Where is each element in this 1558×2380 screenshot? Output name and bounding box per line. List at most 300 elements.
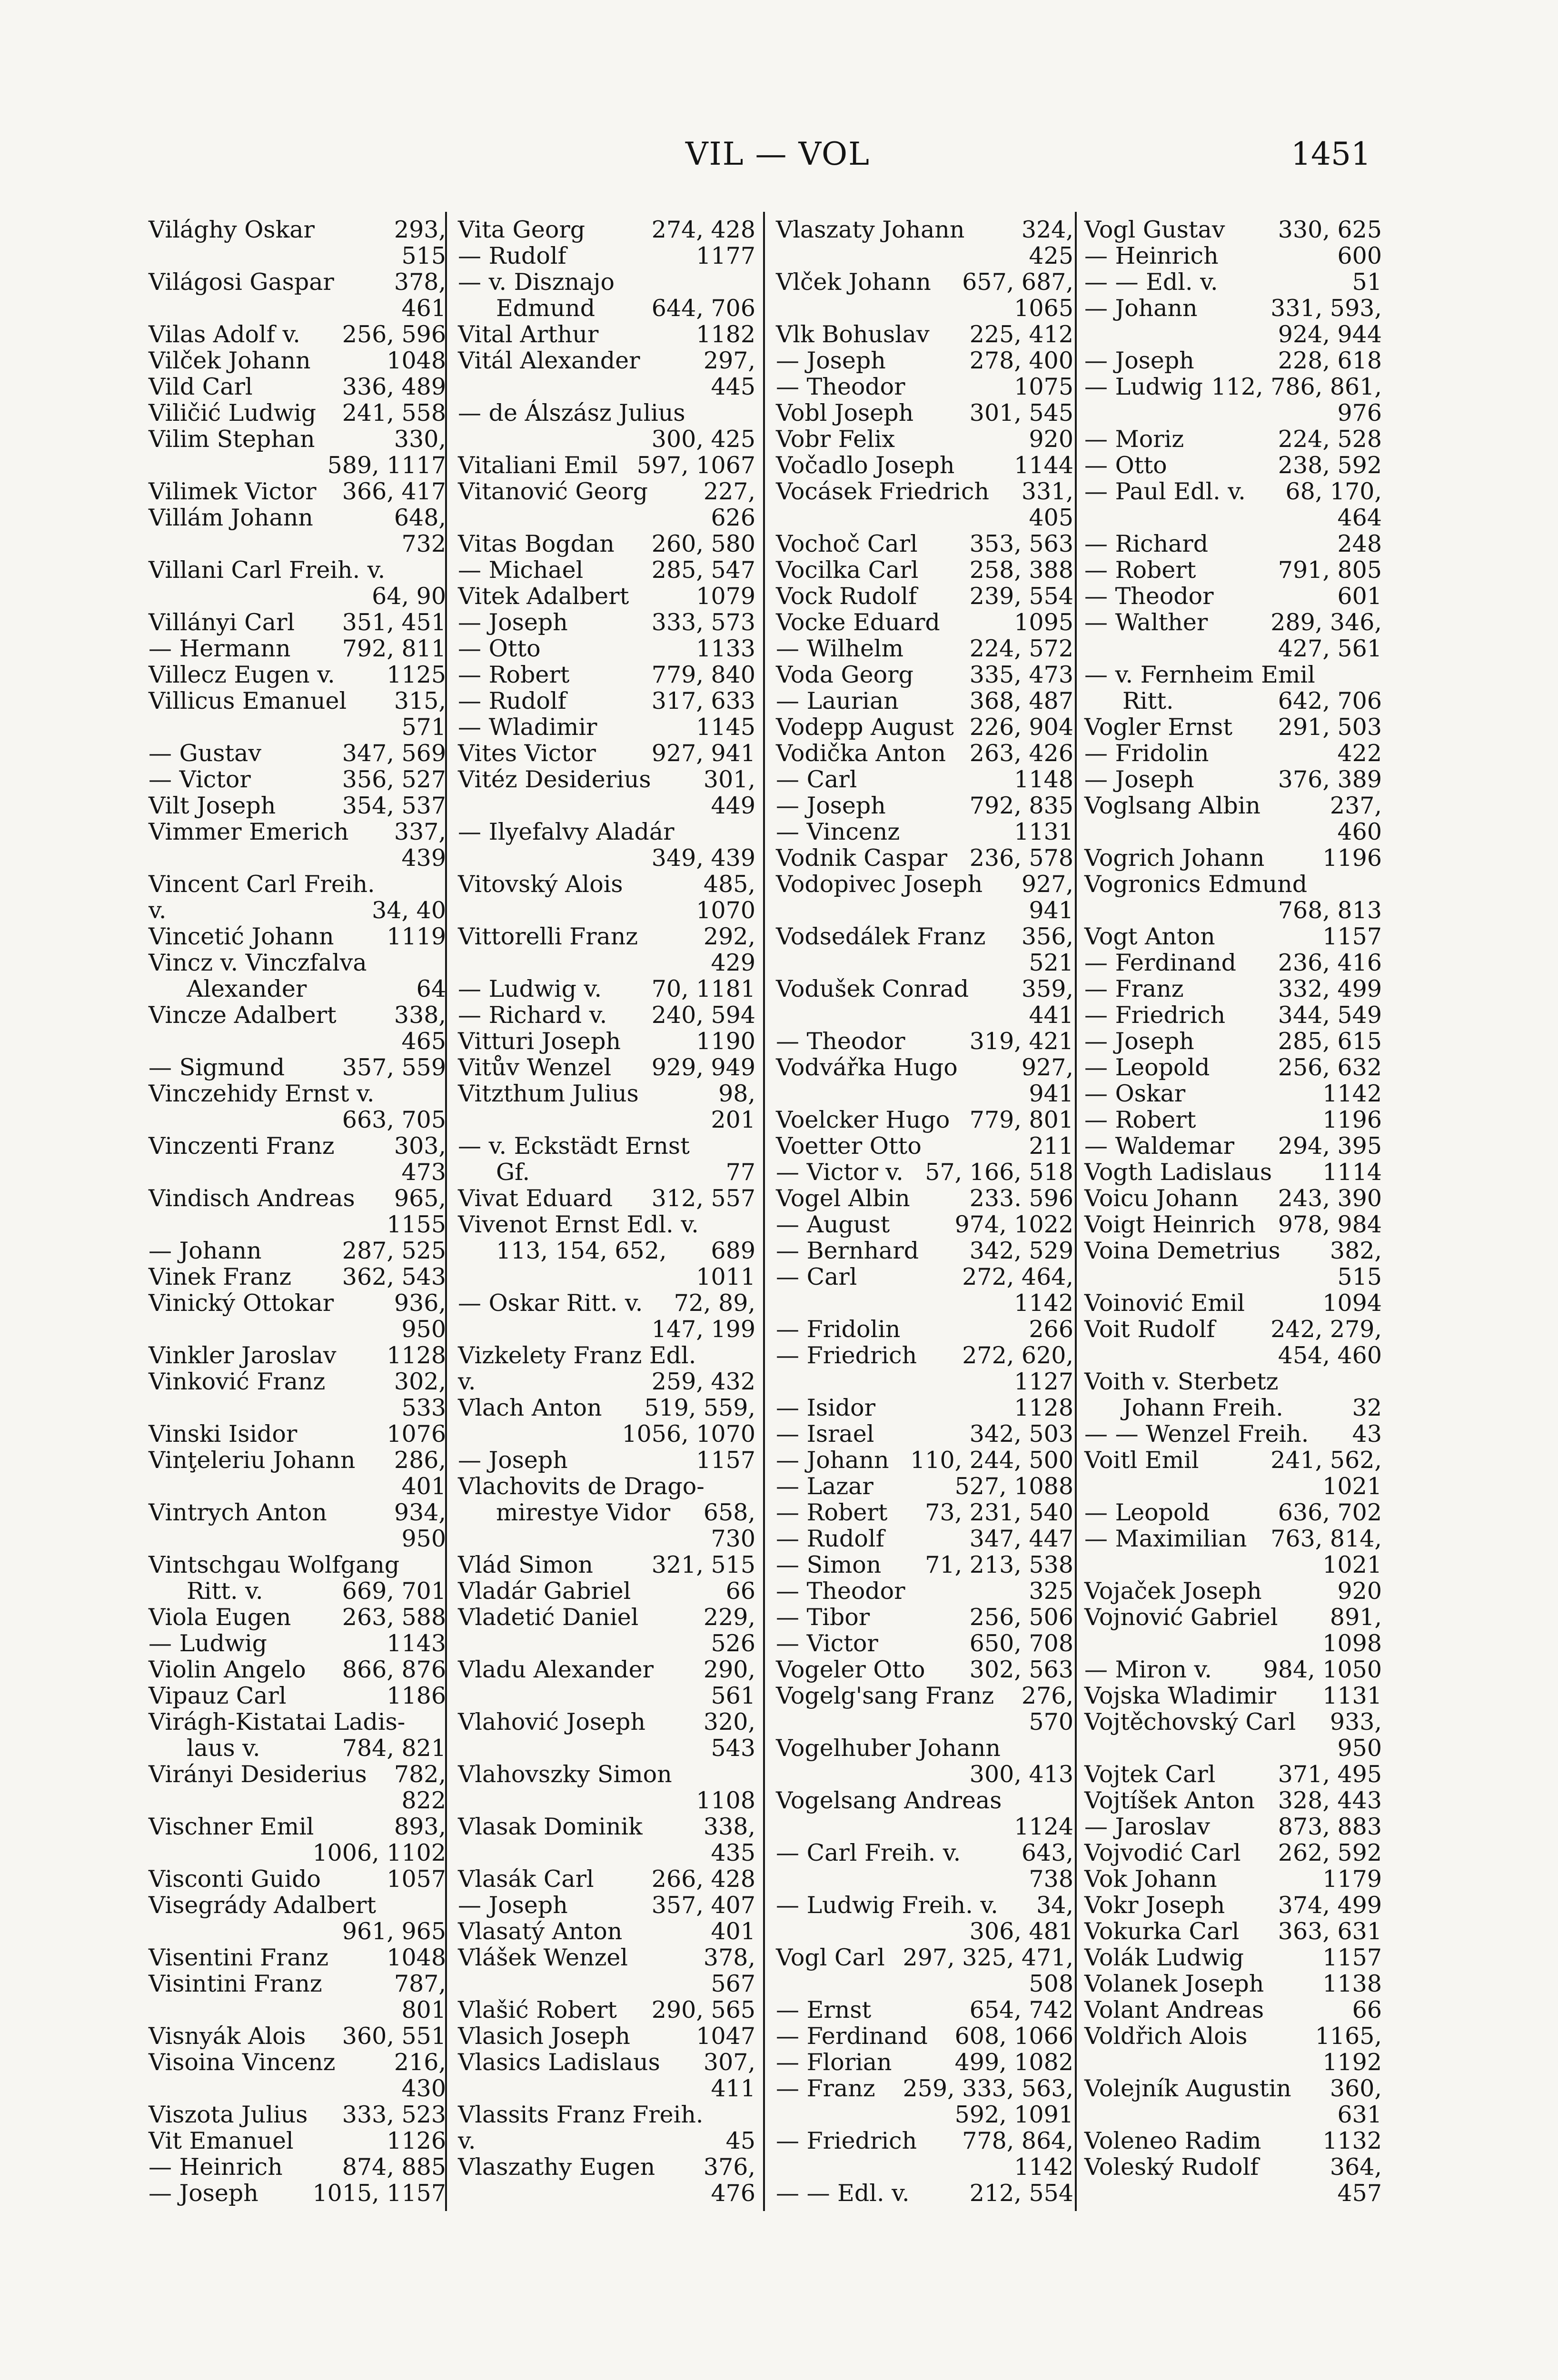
index-column-1 bbox=[149, 217, 446, 2206]
entry-name: Vojska Wladimir bbox=[1084, 1682, 1277, 1709]
entry-pages: 927, bbox=[1021, 1054, 1073, 1081]
index-entry bbox=[458, 1997, 755, 2023]
entry-name: Vincetić Johann bbox=[149, 923, 334, 950]
index-entry bbox=[776, 1761, 1073, 1787]
index-entry bbox=[458, 2049, 755, 2075]
index-entry bbox=[776, 1552, 1073, 1578]
entry-pages: 521 bbox=[1029, 949, 1073, 976]
entry-name: Vlahovszky Simon bbox=[458, 1761, 672, 1788]
entry-name: — Wilhelm bbox=[776, 635, 904, 662]
entry-name: — Otto bbox=[1084, 452, 1167, 479]
entry-name: — Oskar Ritt. v. bbox=[458, 1289, 643, 1317]
entry-pages: 286, bbox=[394, 1447, 446, 1474]
entry-pages: 567 bbox=[711, 1970, 755, 1997]
index-entry bbox=[1084, 1421, 1382, 1447]
entry-pages: 260, 580 bbox=[651, 530, 755, 557]
entry-pages: 792, 811 bbox=[342, 635, 446, 662]
entry-pages: 333, 523 bbox=[342, 2101, 446, 2128]
entry-pages: 561 bbox=[711, 1682, 755, 1709]
entry-pages: 301, 545 bbox=[969, 399, 1073, 426]
entry-name: Voith v. Sterbetz bbox=[1084, 1368, 1279, 1395]
index-entry bbox=[458, 478, 755, 505]
entry-name: Vitas Bogdan bbox=[458, 530, 615, 557]
entry-pages: 229, bbox=[703, 1604, 755, 1631]
entry-pages: 1142 bbox=[1014, 2153, 1073, 2181]
entry-pages: 241, 562, bbox=[1270, 1447, 1382, 1474]
entry-name: — — Wenzel Freih. bbox=[1084, 1420, 1309, 1448]
index-entry bbox=[1084, 400, 1382, 426]
entry-pages: 626 bbox=[711, 504, 755, 531]
entry-name: Vogler Ernst bbox=[1084, 714, 1233, 741]
entry-name: Vilimek Victor bbox=[149, 478, 317, 505]
index-entry bbox=[1084, 2128, 1382, 2154]
index-entry bbox=[776, 1342, 1073, 1368]
index-entry bbox=[1084, 1578, 1382, 1604]
index-entry bbox=[776, 531, 1073, 557]
entry-name: — v. Eckstädt Ernst bbox=[458, 1132, 690, 1160]
entry-pages: 608, 1066 bbox=[954, 2023, 1073, 2050]
entry-name: Vinczenti Franz bbox=[149, 1132, 335, 1160]
index-entry bbox=[776, 1316, 1073, 1342]
entry-name: Villecz Eugen v. bbox=[149, 661, 335, 688]
index-column-3 bbox=[776, 217, 1073, 2206]
entry-name: Vlasich Joseph bbox=[458, 2023, 630, 2050]
index-entry bbox=[1084, 845, 1382, 871]
index-entry bbox=[149, 269, 446, 295]
entry-name: — Leopold bbox=[1084, 1054, 1210, 1081]
entry-pages: 240, 594 bbox=[651, 1002, 755, 1029]
entry-pages: 950 bbox=[401, 1316, 446, 1343]
entry-pages: 300, 413 bbox=[969, 1761, 1073, 1788]
entry-pages: 98, bbox=[718, 1080, 755, 1107]
index-entry bbox=[458, 1526, 755, 1552]
entry-pages: 429 bbox=[711, 949, 755, 976]
entry-pages: 527, 1088 bbox=[954, 1473, 1073, 1500]
index-entry bbox=[149, 478, 446, 505]
index-entry bbox=[149, 1656, 446, 1683]
index-entry bbox=[458, 1238, 755, 1264]
index-entry bbox=[458, 2180, 755, 2206]
entry-name: — Walther bbox=[1084, 609, 1208, 636]
index-entry bbox=[458, 845, 755, 871]
index-entry bbox=[149, 766, 446, 793]
index-entry bbox=[776, 1107, 1073, 1133]
entry-pages: 1048 bbox=[387, 1944, 446, 1971]
index-entry bbox=[458, 819, 755, 845]
index-entry bbox=[458, 505, 755, 531]
entry-pages: 272, 620, bbox=[962, 1342, 1073, 1369]
index-entry bbox=[776, 1081, 1073, 1107]
entry-name: Vogeler Otto bbox=[776, 1656, 925, 1683]
entry-pages: 1142 bbox=[1014, 1289, 1073, 1317]
index-entry bbox=[1084, 976, 1382, 1002]
entry-name: — Sigmund bbox=[149, 1054, 285, 1081]
index-entry bbox=[776, 1866, 1073, 1892]
entry-name: Voina Demetrius bbox=[1084, 1237, 1280, 1264]
entry-name: Vindisch Andreas bbox=[149, 1185, 355, 1212]
entry-name: Vital Arthur bbox=[458, 321, 599, 348]
entry-name: Vocásek Friedrich bbox=[776, 478, 990, 505]
entry-pages: 430 bbox=[401, 2075, 446, 2102]
index-entry bbox=[149, 793, 446, 819]
entry-name: — Johann bbox=[1084, 295, 1198, 322]
entry-pages: 51 bbox=[1352, 268, 1382, 296]
entry-pages: 515 bbox=[401, 242, 446, 269]
entry-name: — Waldemar bbox=[1084, 1132, 1235, 1160]
entry-name: Vlassits Franz Freih. bbox=[458, 2101, 704, 2128]
index-entry bbox=[1084, 452, 1382, 478]
index-entry bbox=[458, 635, 755, 662]
entry-pages: 112, 786, 861, bbox=[1211, 373, 1382, 400]
entry-pages: 1155 bbox=[387, 1211, 446, 1238]
entry-pages: 1128 bbox=[387, 1342, 446, 1369]
entry-name: — Heinrich bbox=[1084, 242, 1219, 269]
index-entry bbox=[458, 2023, 755, 2049]
entry-pages: 920 bbox=[1029, 426, 1073, 453]
index-entry bbox=[458, 1290, 755, 1316]
entry-pages: 368, 487 bbox=[969, 687, 1073, 714]
index-entry bbox=[149, 1368, 446, 1395]
entry-name: Vit Emanuel bbox=[149, 2127, 294, 2154]
entry-name: — August bbox=[776, 1211, 890, 1238]
entry-name: Vilček Johann bbox=[149, 347, 311, 374]
index-entry bbox=[776, 1028, 1073, 1054]
entry-pages: 347, 569 bbox=[342, 740, 446, 767]
index-entry bbox=[458, 1499, 755, 1526]
entry-name: Voelcker Hugo bbox=[776, 1106, 950, 1133]
entry-pages: 1190 bbox=[696, 1028, 755, 1055]
entry-pages: 297, bbox=[703, 347, 755, 374]
column-rule bbox=[763, 212, 765, 2211]
index-entry bbox=[776, 217, 1073, 243]
entry-name: Vodepp August bbox=[776, 714, 954, 741]
index-entry bbox=[149, 1892, 446, 1918]
entry-pages: 1021 bbox=[1322, 1473, 1382, 1500]
entry-name: — Joseph bbox=[149, 2180, 258, 2207]
index-entry bbox=[458, 1159, 755, 1185]
index-entry bbox=[149, 1709, 446, 1735]
entry-name: Vinický Ottokar bbox=[149, 1289, 334, 1317]
entry-pages: 801 bbox=[401, 1996, 446, 2023]
index-entry bbox=[1084, 1499, 1382, 1526]
index-entry bbox=[776, 871, 1073, 897]
index-entry bbox=[149, 1552, 446, 1578]
index-entry bbox=[149, 1238, 446, 1264]
entry-name: Vogronics Edmund bbox=[1084, 871, 1308, 898]
entry-name: Vinek Franz bbox=[149, 1263, 292, 1290]
entry-pages: 465 bbox=[401, 1028, 446, 1055]
index-entry bbox=[458, 1002, 755, 1028]
entry-pages: 360, bbox=[1330, 2075, 1382, 2102]
index-entry bbox=[458, 950, 755, 976]
entry-name: Vitanović Georg bbox=[458, 478, 648, 505]
entry-name: Vodopivec Joseph bbox=[776, 871, 983, 898]
index-entry bbox=[458, 557, 755, 583]
entry-name: — Theodor bbox=[1084, 583, 1214, 610]
entry-name: Vogl Gustav bbox=[1084, 216, 1225, 243]
entry-name: Visconti Guido bbox=[149, 1865, 321, 1893]
index-entry bbox=[1084, 374, 1382, 400]
entry-pages: 787, bbox=[394, 1970, 446, 1997]
index-entry bbox=[1084, 1735, 1382, 1761]
entry-name: Voglsang Albin bbox=[1084, 792, 1260, 819]
entry-name: — Heinrich bbox=[149, 2153, 283, 2181]
index-entry bbox=[149, 400, 446, 426]
entry-pages: 259, 432 bbox=[651, 1368, 755, 1395]
entry-pages: 449 bbox=[711, 792, 755, 819]
entry-pages: 366, 417 bbox=[342, 478, 446, 505]
index-entry bbox=[1084, 1866, 1382, 1892]
entry-pages: 324, bbox=[1021, 216, 1073, 243]
entry-pages: 287, 525 bbox=[342, 1237, 446, 1264]
index-entry bbox=[458, 766, 755, 793]
entry-name: Vlasatý Anton bbox=[458, 1918, 623, 1945]
entry-name: — Fridolin bbox=[1084, 740, 1209, 767]
index-entry bbox=[776, 1395, 1073, 1421]
entry-pages: 382, bbox=[1330, 1237, 1382, 1264]
entry-pages: 263, 588 bbox=[342, 1604, 446, 1631]
index-entry bbox=[149, 1683, 446, 1709]
entry-pages: 425 bbox=[1029, 242, 1073, 269]
entry-name: — Robert bbox=[1084, 556, 1196, 584]
index-entry bbox=[149, 1473, 446, 1499]
index-entry bbox=[149, 897, 446, 923]
index-entry bbox=[776, 819, 1073, 845]
index-entry bbox=[776, 662, 1073, 688]
entry-pages: 689 bbox=[711, 1237, 755, 1264]
index-entry bbox=[776, 1944, 1073, 1971]
entry-name: — Theodor bbox=[776, 1028, 905, 1055]
entry-pages: 1047 bbox=[696, 2023, 755, 2050]
index-entry bbox=[1084, 1107, 1382, 1133]
index-entry bbox=[149, 1735, 446, 1761]
entry-pages: 644, 706 bbox=[651, 295, 755, 322]
index-entry bbox=[776, 452, 1073, 478]
entry-pages: 241, 558 bbox=[342, 399, 446, 426]
index-entry bbox=[458, 2128, 755, 2154]
entry-name: — Oskar bbox=[1084, 1080, 1186, 1107]
index-entry bbox=[776, 1735, 1073, 1761]
index-entry bbox=[149, 1316, 446, 1342]
entry-pages: 792, 835 bbox=[969, 792, 1073, 819]
index-entry bbox=[458, 1656, 755, 1683]
entry-pages: 1070 bbox=[696, 897, 755, 924]
index-entry bbox=[149, 505, 446, 531]
index-entry bbox=[458, 1814, 755, 1840]
entry-pages: 738 bbox=[1029, 1865, 1073, 1893]
entry-name: Viszota Julius bbox=[149, 2101, 308, 2128]
index-entry bbox=[1084, 1133, 1382, 1159]
entry-pages: 227, bbox=[703, 478, 755, 505]
index-entry bbox=[1084, 950, 1382, 976]
entry-name: Vobr Felix bbox=[776, 426, 895, 453]
entry-name: Vok Johann bbox=[1084, 1865, 1217, 1893]
entry-pages: 239, 554 bbox=[969, 583, 1073, 610]
index-entry bbox=[458, 1735, 755, 1761]
index-entry bbox=[776, 1683, 1073, 1709]
entry-pages: 1127 bbox=[1014, 1368, 1073, 1395]
index-entry bbox=[149, 976, 446, 1002]
entry-pages: 519, 559, bbox=[644, 1394, 755, 1421]
index-entry bbox=[1084, 609, 1382, 635]
entry-pages: 256, 632 bbox=[1278, 1054, 1382, 1081]
index-entry bbox=[1084, 688, 1382, 714]
entry-pages: 454, 460 bbox=[1278, 1342, 1382, 1369]
entry-name: — Robert bbox=[458, 661, 570, 688]
entry-name: Vild Carl bbox=[149, 373, 253, 400]
entry-name: Vinković Franz bbox=[149, 1368, 326, 1395]
entry-pages: 1098 bbox=[1322, 1630, 1382, 1657]
index-entry bbox=[458, 2102, 755, 2128]
index-entry bbox=[458, 1578, 755, 1604]
entry-name: Ritt. v. bbox=[187, 1577, 263, 1605]
entry-name: — Johann bbox=[776, 1447, 889, 1474]
entry-pages: 476 bbox=[711, 2180, 755, 2207]
index-entry bbox=[458, 1866, 755, 1892]
entry-pages: 325 bbox=[1029, 1577, 1073, 1605]
index-entry bbox=[776, 976, 1073, 1002]
entry-pages: 457 bbox=[1337, 2180, 1382, 2207]
entry-pages: 285, 547 bbox=[651, 556, 755, 584]
index-entry bbox=[776, 2180, 1073, 2206]
entry-pages: 307, bbox=[703, 2049, 755, 2076]
index-entry bbox=[1084, 740, 1382, 766]
entry-pages: 779, 840 bbox=[651, 661, 755, 688]
entry-pages: 485, bbox=[703, 871, 755, 898]
entry-pages: 654, 742 bbox=[969, 1996, 1073, 2023]
entry-name: — Rudolf bbox=[458, 687, 566, 714]
index-entry bbox=[1084, 1761, 1382, 1787]
entry-pages: 1128 bbox=[1014, 1394, 1073, 1421]
index-entry bbox=[776, 1447, 1073, 1473]
entry-pages: 362, 543 bbox=[342, 1263, 446, 1290]
entry-pages: 927, bbox=[1021, 871, 1073, 898]
index-entry bbox=[776, 1054, 1073, 1081]
index-entry bbox=[776, 2049, 1073, 2075]
index-entry bbox=[149, 1866, 446, 1892]
entry-name: Vizkelety Franz Edl. bbox=[458, 1342, 696, 1369]
entry-pages: 285, 615 bbox=[1278, 1028, 1382, 1055]
index-entry bbox=[776, 2128, 1073, 2154]
entry-name: — Vincenz bbox=[776, 818, 900, 845]
entry-name: Vogel Albin bbox=[776, 1185, 910, 1212]
index-entry bbox=[149, 1133, 446, 1159]
index-entry bbox=[149, 321, 446, 347]
entry-pages: 357, 559 bbox=[342, 1054, 446, 1081]
entry-name: Vogelhuber Johann bbox=[776, 1735, 1001, 1762]
index-entry bbox=[1084, 1159, 1382, 1185]
index-entry bbox=[149, 452, 446, 478]
index-entry bbox=[149, 819, 446, 845]
index-entry bbox=[149, 1971, 446, 1997]
index-entry bbox=[458, 662, 755, 688]
entry-name: Vodsedálek Franz bbox=[776, 923, 986, 950]
entry-name: — Joseph bbox=[458, 1447, 568, 1474]
entry-pages: 663, 705 bbox=[342, 1106, 446, 1133]
entry-name: — Franz bbox=[1084, 975, 1184, 1002]
entry-pages: 965, bbox=[394, 1185, 446, 1212]
entry-name: Vogl Carl bbox=[776, 1944, 885, 1971]
entry-pages: 1076 bbox=[387, 1420, 446, 1448]
index-entry bbox=[776, 1264, 1073, 1290]
entry-pages: 301, bbox=[703, 766, 755, 793]
index-entry bbox=[1084, 1395, 1382, 1421]
index-entry bbox=[1084, 2049, 1382, 2075]
entry-pages: 941 bbox=[1029, 1080, 1073, 1107]
index-entry bbox=[458, 2154, 755, 2180]
entry-pages: 32 bbox=[1352, 1394, 1382, 1421]
index-entry bbox=[776, 1185, 1073, 1211]
entry-pages: 272, 464, bbox=[962, 1263, 1073, 1290]
entry-name: Villányi Carl bbox=[149, 609, 295, 636]
entry-pages: 1011 bbox=[696, 1263, 755, 1290]
entry-pages: 331, 593, bbox=[1270, 295, 1382, 322]
entry-pages: 941 bbox=[1029, 897, 1073, 924]
entry-name: Vlaszathy Eugen bbox=[458, 2153, 655, 2181]
index-entry bbox=[458, 269, 755, 295]
index-entry bbox=[149, 2075, 446, 2102]
entry-name: Vlaszaty Johann bbox=[776, 216, 965, 243]
index-entry bbox=[149, 1159, 446, 1185]
index-entry bbox=[458, 1342, 755, 1368]
entry-name: Vock Rudolf bbox=[776, 583, 917, 610]
index-entry bbox=[1084, 1840, 1382, 1866]
entry-name: — Ludwig bbox=[149, 1630, 268, 1657]
entry-name: Voinović Emil bbox=[1084, 1289, 1245, 1317]
entry-pages: 866, 876 bbox=[342, 1656, 446, 1683]
entry-name: — Franz bbox=[776, 2075, 875, 2102]
entry-pages: 347, 447 bbox=[969, 1525, 1073, 1552]
index-entry bbox=[458, 1395, 755, 1421]
index-entry bbox=[149, 1499, 446, 1526]
index-entry bbox=[149, 583, 446, 609]
entry-name: Vojtek Carl bbox=[1084, 1761, 1216, 1788]
index-entry bbox=[776, 740, 1073, 766]
index-entry bbox=[1084, 478, 1382, 505]
index-entry bbox=[149, 295, 446, 321]
entry-pages: 236, 578 bbox=[969, 844, 1073, 872]
entry-name: Vincze Adalbert bbox=[149, 1002, 337, 1029]
entry-pages: 321, 515 bbox=[651, 1551, 755, 1578]
entry-name: — Michael bbox=[458, 556, 584, 584]
index-entry bbox=[1084, 1028, 1382, 1054]
index-entry bbox=[1084, 1211, 1382, 1238]
entry-pages: 258, 388 bbox=[969, 556, 1073, 584]
index-entry bbox=[776, 1997, 1073, 2023]
entry-name: — Wladimir bbox=[458, 714, 597, 741]
entry-pages: 1145 bbox=[696, 714, 755, 741]
index-entry bbox=[776, 1656, 1073, 1683]
entry-name: Vočadlo Joseph bbox=[776, 452, 955, 479]
entry-pages: 822 bbox=[401, 1787, 446, 1814]
entry-name: Vitův Wenzel bbox=[458, 1054, 612, 1081]
entry-pages: 976 bbox=[1337, 399, 1382, 426]
entry-name: — Tibor bbox=[776, 1604, 870, 1631]
entry-pages: 371, 495 bbox=[1278, 1761, 1382, 1788]
entry-pages: 243, 390 bbox=[1278, 1185, 1382, 1212]
entry-pages: 1179 bbox=[1322, 1865, 1382, 1893]
entry-pages: 405 bbox=[1029, 504, 1073, 531]
index-entry bbox=[1084, 871, 1382, 897]
index-entry bbox=[149, 1264, 446, 1290]
index-entry bbox=[776, 1787, 1073, 1814]
entry-pages: 1132 bbox=[1322, 2127, 1382, 2154]
index-entry bbox=[149, 1840, 446, 1866]
entry-name: — Joseph bbox=[458, 1892, 568, 1919]
entry-pages: 351, 451 bbox=[342, 609, 446, 636]
entry-pages: 658, bbox=[703, 1499, 755, 1526]
entry-pages: 1182 bbox=[696, 321, 755, 348]
